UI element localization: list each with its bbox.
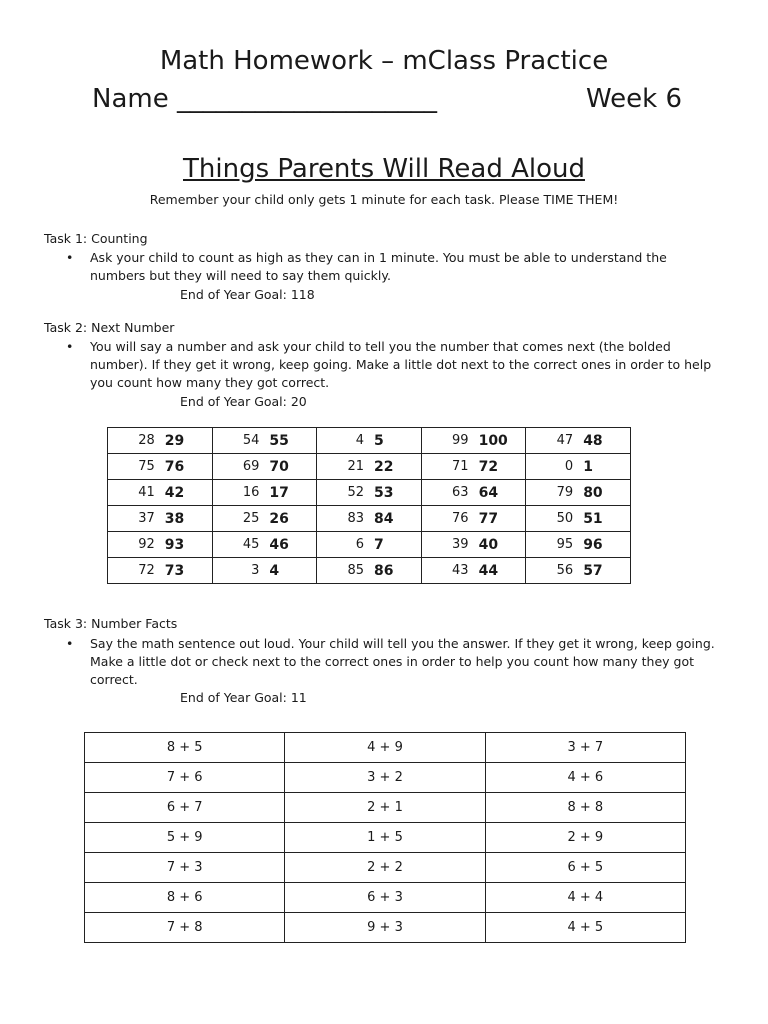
reminder-text: Remember your child only gets 1 minute for each task. Please TIME THEM!	[149, 192, 619, 207]
math-fact: 5 + 9	[85, 823, 285, 853]
math-fact: 2 + 9	[485, 823, 685, 853]
math-fact: 4 + 4	[485, 883, 685, 913]
math-fact: 1 + 5	[285, 823, 485, 853]
given-number: 6	[355, 537, 364, 552]
table-cell	[212, 480, 317, 506]
given-number: 92	[138, 537, 155, 552]
given-number: 71	[452, 459, 469, 474]
given-number: 69	[242, 459, 260, 474]
next-number: 77	[478, 510, 499, 527]
goal-value: 118	[290, 287, 315, 302]
math-fact: 8 + 6	[85, 883, 285, 913]
given-number: 99	[452, 433, 469, 448]
table-cell	[421, 480, 526, 506]
next-number-table	[107, 427, 631, 584]
name-line: Name ____________________	[92, 84, 437, 114]
table-row	[85, 733, 686, 763]
next-number: 22	[373, 458, 394, 475]
goal-value: 11	[290, 690, 307, 705]
table-cell	[108, 428, 213, 454]
table-cell	[526, 480, 631, 506]
table-cell	[421, 454, 526, 480]
given-number: 39	[452, 537, 469, 552]
next-number: 57	[583, 562, 603, 579]
given-number: 0	[564, 459, 574, 474]
next-number: 48	[583, 432, 603, 449]
given-number: 37	[138, 511, 155, 526]
math-fact: 7 + 3	[85, 853, 285, 883]
next-number: 4	[269, 562, 280, 579]
math-fact: 7 + 8	[85, 913, 285, 943]
table-row	[108, 558, 631, 584]
table-cell	[421, 558, 526, 584]
table-row	[108, 454, 631, 480]
table-cell	[108, 558, 213, 584]
given-number: 4	[355, 433, 364, 448]
next-number: 96	[583, 536, 603, 553]
given-number: 41	[138, 485, 155, 500]
given-number: 56	[556, 563, 574, 578]
task2-goal	[180, 394, 307, 409]
next-number: 7	[373, 536, 384, 553]
week-label: Week 6	[586, 84, 683, 114]
table-row	[108, 532, 631, 558]
table-cell	[317, 532, 422, 558]
given-number: 43	[452, 563, 469, 578]
table-cell	[108, 532, 213, 558]
table-cell	[108, 480, 213, 506]
bullet-icon: •	[66, 636, 74, 651]
table-cell	[317, 480, 422, 506]
next-number: 46	[269, 536, 289, 553]
given-number: 83	[347, 511, 364, 526]
next-number: 44	[478, 562, 499, 579]
math-fact: 6 + 7	[85, 793, 285, 823]
table-row	[85, 793, 686, 823]
table-row	[85, 853, 686, 883]
section-title: Things Parents Will Read Aloud	[183, 154, 585, 184]
next-number: 5	[373, 432, 384, 449]
given-number: 72	[138, 563, 155, 578]
table-row	[108, 480, 631, 506]
next-number: 51	[583, 510, 603, 527]
next-number: 72	[478, 458, 499, 475]
task2-title: Task 2: Next Number	[44, 320, 175, 335]
given-number: 54	[242, 433, 260, 448]
table-cell	[212, 506, 317, 532]
task1-bullet-text: Ask your child to count as high as they can in 1 minute. You must be able to understand the numbers but they will need to say them quickly.	[90, 250, 667, 283]
goal-label: End of Year Goal:	[180, 287, 287, 302]
given-number: 75	[138, 459, 155, 474]
task3-bullet	[66, 635, 726, 689]
table-cell	[212, 532, 317, 558]
table-cell	[421, 506, 526, 532]
task1-goal	[180, 287, 315, 302]
goal-label: End of Year Goal:	[180, 394, 287, 409]
math-fact: 3 + 2	[285, 763, 485, 793]
given-number: 16	[242, 485, 260, 500]
given-number: 3	[251, 563, 260, 578]
given-number: 52	[347, 485, 364, 500]
task2-bullet-text: You will say a number and ask your child to tell you the number that comes next (the bolded number). If they get it wrong, keep going. Make a little dot next to the correct ones in order to help you count how many they got correct.	[90, 339, 712, 390]
table-cell	[317, 506, 422, 532]
given-number: 50	[556, 511, 574, 526]
given-number: 63	[452, 485, 469, 500]
next-number: 38	[164, 510, 185, 527]
math-fact: 6 + 3	[285, 883, 485, 913]
task3-goal	[180, 690, 307, 705]
next-number: 26	[269, 510, 289, 527]
table-row	[108, 428, 631, 454]
given-number: 47	[556, 433, 574, 448]
next-number: 70	[269, 458, 289, 475]
next-number: 86	[373, 562, 394, 579]
math-fact: 6 + 5	[485, 853, 685, 883]
table-row	[85, 913, 686, 943]
table-row	[85, 763, 686, 793]
table-cell	[317, 558, 422, 584]
next-number: 55	[269, 432, 289, 449]
table-cell	[317, 428, 422, 454]
next-number: 64	[478, 484, 499, 501]
table-cell	[526, 532, 631, 558]
next-number: 53	[373, 484, 394, 501]
math-fact: 4 + 6	[485, 763, 685, 793]
goal-label: End of Year Goal:	[180, 690, 287, 705]
table-cell	[526, 428, 631, 454]
given-number: 21	[347, 459, 364, 474]
table-cell	[526, 506, 631, 532]
math-fact: 8 + 5	[85, 733, 285, 763]
table-cell	[317, 454, 422, 480]
table-row	[85, 883, 686, 913]
task3-bullet-text: Say the math sentence out loud. Your child will tell you the answer. If they get it wrong, keep going. Make a little dot or check next to the correct ones in order to help you count how many they got correct.	[90, 636, 715, 687]
next-number: 17	[269, 484, 289, 501]
page-title: Math Homework – mClass Practice	[159, 46, 609, 76]
table-cell	[108, 454, 213, 480]
table-cell	[421, 428, 526, 454]
math-fact: 4 + 5	[485, 913, 685, 943]
next-number: 76	[164, 458, 185, 475]
next-number: 100	[478, 432, 508, 449]
next-number: 73	[164, 562, 185, 579]
table-cell	[212, 454, 317, 480]
next-number: 93	[164, 536, 185, 553]
given-number: 45	[242, 537, 260, 552]
math-fact: 9 + 3	[285, 913, 485, 943]
math-fact: 3 + 7	[485, 733, 685, 763]
goal-value: 20	[290, 394, 307, 409]
given-number: 85	[347, 563, 364, 578]
table-cell	[212, 428, 317, 454]
bullet-icon: •	[66, 339, 74, 354]
table-cell	[108, 506, 213, 532]
table-cell	[212, 558, 317, 584]
table-cell	[526, 454, 631, 480]
math-fact: 4 + 9	[285, 733, 485, 763]
next-number: 1	[583, 458, 593, 475]
math-fact: 2 + 2	[285, 853, 485, 883]
number-facts-table	[84, 732, 686, 943]
given-number: 28	[138, 433, 155, 448]
next-number: 84	[373, 510, 394, 527]
next-number: 29	[164, 432, 185, 449]
task1-bullet	[66, 249, 726, 285]
math-fact: 7 + 6	[85, 763, 285, 793]
task3-title: Task 3: Number Facts	[44, 616, 178, 631]
table-row	[85, 823, 686, 853]
given-number: 79	[556, 485, 574, 500]
given-number: 76	[452, 511, 469, 526]
table-row	[108, 506, 631, 532]
given-number: 95	[556, 537, 574, 552]
table-cell	[526, 558, 631, 584]
given-number: 25	[242, 511, 260, 526]
task1-title: Task 1: Counting	[44, 231, 148, 246]
task2-bullet	[66, 338, 726, 392]
next-number: 40	[478, 536, 499, 553]
table-cell	[421, 532, 526, 558]
next-number: 80	[583, 484, 603, 501]
bullet-icon: •	[66, 250, 74, 265]
math-fact: 2 + 1	[285, 793, 485, 823]
next-number: 42	[164, 484, 185, 501]
math-fact: 8 + 8	[485, 793, 685, 823]
